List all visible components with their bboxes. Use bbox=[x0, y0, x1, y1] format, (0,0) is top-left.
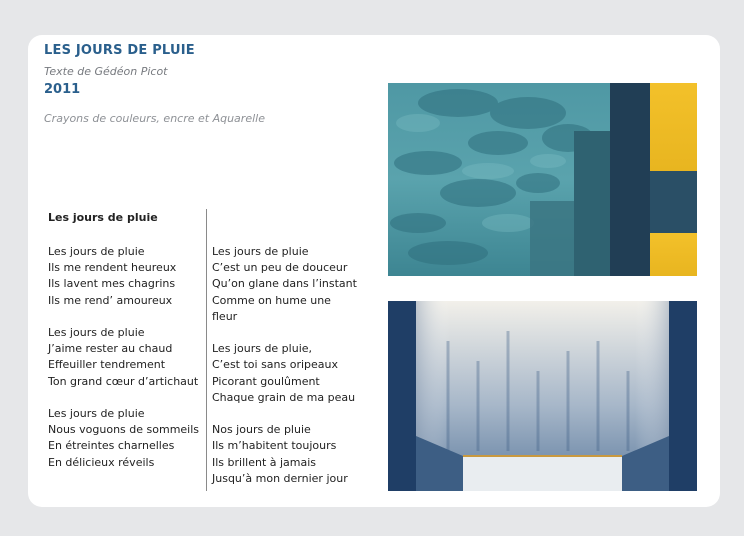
poem-line: Nous voguons de sommeils bbox=[48, 423, 200, 437]
poem-line: C’est toi sans oripeaux bbox=[212, 358, 339, 372]
poem-line: Comme on hume une bbox=[212, 293, 331, 307]
poem-line: Les jours de pluie bbox=[48, 326, 145, 339]
poem-line: Chaque grain de ma peau bbox=[212, 390, 356, 404]
poem-stanza bbox=[212, 244, 357, 325]
poem-line: Jusqu’à mon dernier jour bbox=[212, 471, 348, 485]
poem-stanza bbox=[48, 406, 199, 471]
poem-stanza bbox=[212, 422, 357, 487]
poem-column-right bbox=[212, 244, 357, 503]
page-title: LES JOURS DE PLUIE bbox=[44, 43, 195, 58]
poem-line: Picorant goulûment bbox=[212, 374, 320, 388]
medium-line: Crayons de couleurs, encre et Aquarelle bbox=[44, 112, 265, 125]
poem-line: Ils me rend’ amoureux bbox=[48, 293, 173, 307]
poem-line: Effeuiller tendrement bbox=[48, 358, 166, 372]
poem-line: Nos jours de pluie bbox=[212, 423, 311, 437]
poem-line: J’aime rester au chaud bbox=[48, 342, 173, 356]
column-divider bbox=[206, 209, 207, 491]
poem-stanza bbox=[212, 341, 357, 406]
poem-line: Ils m’habitent toujours bbox=[212, 439, 337, 453]
content-card bbox=[28, 35, 720, 507]
poem-line: En délicieux réveils bbox=[48, 455, 155, 469]
poem-line: Ils brillent à jamais bbox=[212, 455, 317, 469]
painting-rain-curtain-image bbox=[388, 301, 697, 491]
painting-cloudy-sky-image bbox=[388, 83, 697, 276]
poem-title: Les jours de pluie bbox=[48, 211, 158, 224]
poem-line: Les jours de pluie, bbox=[212, 342, 313, 356]
poem-line: Ton grand cœur d’artichaut bbox=[48, 374, 199, 388]
poem-line: Ils me rendent heureux bbox=[48, 261, 177, 275]
poem-line: Les jours de pluie bbox=[212, 245, 309, 258]
painting-cloudy-sky bbox=[388, 83, 697, 276]
poem-line: fleur bbox=[212, 309, 238, 323]
poem-line: Les jours de pluie bbox=[48, 245, 145, 258]
poem-line: Les jours de pluie bbox=[48, 407, 145, 420]
author-line: Texte de Gédéon Picot bbox=[44, 65, 168, 78]
painting-rain-curtain bbox=[388, 301, 697, 491]
year-label: 2011 bbox=[44, 82, 81, 97]
poem-line: Ils lavent mes chagrins bbox=[48, 277, 176, 291]
poem-line: Qu’on glane dans l’instant bbox=[212, 277, 357, 291]
poem-column-left bbox=[48, 244, 199, 487]
poem-stanza bbox=[48, 325, 199, 390]
poem-line: En étreintes charnelles bbox=[48, 439, 175, 453]
poem-stanza bbox=[48, 244, 199, 309]
poem-line: C’est un peu de douceur bbox=[212, 261, 348, 275]
